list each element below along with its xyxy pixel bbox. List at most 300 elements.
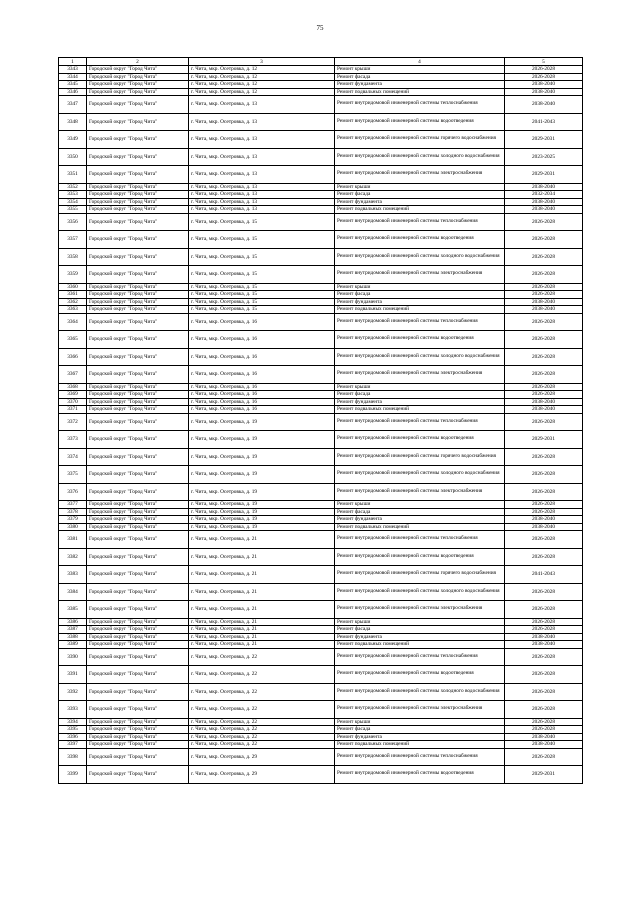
- row-number-cell: 3372: [59, 413, 87, 431]
- address-cell: г. Чита, мкр. Осетровка, д. 16: [189, 366, 335, 384]
- table-row: [59, 666, 583, 684]
- table-row: [59, 516, 583, 524]
- work-type-cell: Ремонт крыши: [335, 618, 505, 626]
- municipality-cell: Городской округ "Город Чита": [87, 548, 189, 566]
- work-type-cell: Ремонт внутридомовой инженерной системы теплоснабжения: [335, 648, 505, 666]
- work-type-cell: Ремонт внутридомовой инженерной системы водоотведения: [335, 548, 505, 566]
- municipality-cell: Городской округ "Город Чита": [87, 618, 189, 626]
- table-row: [59, 183, 583, 191]
- address-cell: г. Чита, мкр. Осетровка, д. 19: [189, 501, 335, 509]
- work-type-cell: Ремонт крыши: [335, 501, 505, 509]
- work-type-cell: Ремонт внутридомовой инженерной системы холодного водоснабжения: [335, 348, 505, 366]
- municipality-cell: Городской округ "Город Чита": [87, 206, 189, 214]
- work-type-cell: Ремонт фасада: [335, 726, 505, 734]
- address-cell: г. Чита, мкр. Осетровка, д. 22: [189, 718, 335, 726]
- row-number-cell: 3398: [59, 748, 87, 766]
- table-row: [59, 618, 583, 626]
- work-type-cell: Ремонт внутридомовой инженерной системы горячего водоснабжения: [335, 448, 505, 466]
- row-number-cell: 3361: [59, 291, 87, 299]
- period-cell: 2023-2025: [505, 148, 583, 166]
- row-number-cell: 3347: [59, 96, 87, 114]
- address-cell: г. Чита, мкр. Осетровка, д. 12: [189, 88, 335, 96]
- row-number-cell: 3384: [59, 583, 87, 601]
- municipality-cell: Городской округ "Город Чита": [87, 331, 189, 349]
- page-number: 75: [316, 24, 324, 32]
- table-row: [59, 701, 583, 719]
- municipality-cell: Городской округ "Город Чита": [87, 648, 189, 666]
- row-number-cell: 3352: [59, 183, 87, 191]
- row-number-cell: 3360: [59, 283, 87, 291]
- row-number-cell: 3366: [59, 348, 87, 366]
- row-number-cell: 3345: [59, 81, 87, 89]
- row-number-cell: 3357: [59, 231, 87, 249]
- row-number-cell: 3353: [59, 191, 87, 199]
- table-row: [59, 248, 583, 266]
- table-row: [59, 766, 583, 784]
- row-number-cell: 3371: [59, 406, 87, 414]
- table-row: [59, 96, 583, 114]
- municipality-cell: Городской округ "Город Чита": [87, 306, 189, 314]
- address-cell: г. Чита, мкр. Осетровка, д. 13: [189, 96, 335, 114]
- table-row: [59, 291, 583, 299]
- table-row: [59, 641, 583, 649]
- period-cell: 2026-2028: [505, 531, 583, 549]
- work-type-cell: Ремонт крыши: [335, 66, 505, 74]
- column-header-1: 1: [59, 58, 87, 66]
- period-cell: 2029-2031: [505, 131, 583, 149]
- address-cell: г. Чита, мкр. Осетровка, д. 22: [189, 683, 335, 701]
- table-row: [59, 283, 583, 291]
- period-cell: 2026-2028: [505, 483, 583, 501]
- table-row: [59, 741, 583, 749]
- municipality-cell: Городской округ "Город Чита": [87, 726, 189, 734]
- table-row: [59, 73, 583, 81]
- address-cell: г. Чита, мкр. Осетровка, д. 29: [189, 766, 335, 784]
- row-number-cell: 3388: [59, 633, 87, 641]
- work-type-cell: Ремонт внутридомовой инженерной системы холодного водоснабжения: [335, 466, 505, 484]
- period-cell: 2038-2040: [505, 183, 583, 191]
- row-number-cell: 3350: [59, 148, 87, 166]
- period-cell: 2026-2028: [505, 683, 583, 701]
- address-cell: г. Чита, мкр. Осетровка, д. 21: [189, 618, 335, 626]
- address-cell: г. Чита, мкр. Осетровка, д. 16: [189, 406, 335, 414]
- row-number-cell: 3385: [59, 601, 87, 619]
- work-type-cell: Ремонт внутридомовой инженерной системы теплоснабжения: [335, 213, 505, 231]
- address-cell: г. Чита, мкр. Осетровка, д. 13: [189, 183, 335, 191]
- table-row: [59, 583, 583, 601]
- row-number-cell: 3370: [59, 398, 87, 406]
- municipality-cell: Городской округ "Город Чита": [87, 366, 189, 384]
- table-row: [59, 266, 583, 284]
- row-number-cell: 3389: [59, 641, 87, 649]
- table-row: [59, 191, 583, 199]
- table-row: [59, 531, 583, 549]
- municipality-cell: Городской округ "Город Чита": [87, 483, 189, 501]
- municipality-cell: Городской округ "Город Чита": [87, 701, 189, 719]
- period-cell: 2026-2028: [505, 266, 583, 284]
- period-cell: 2026-2028: [505, 291, 583, 299]
- period-cell: 2038-2040: [505, 88, 583, 96]
- table-header-row: [59, 58, 583, 66]
- table-row: [59, 166, 583, 184]
- table-row: [59, 198, 583, 206]
- table-row: [59, 366, 583, 384]
- table-row: [59, 81, 583, 89]
- row-number-cell: 3363: [59, 306, 87, 314]
- row-number-cell: 3369: [59, 391, 87, 399]
- row-number-cell: 3343: [59, 66, 87, 74]
- row-number-cell: 3382: [59, 548, 87, 566]
- address-cell: г. Чита, мкр. Осетровка, д. 13: [189, 131, 335, 149]
- municipality-cell: Городской округ "Город Чита": [87, 516, 189, 524]
- work-type-cell: Ремонт крыши: [335, 283, 505, 291]
- table-row: [59, 718, 583, 726]
- address-cell: г. Чита, мкр. Осетровка, д. 15: [189, 291, 335, 299]
- municipality-cell: Городской округ "Город Чита": [87, 391, 189, 399]
- work-type-cell: Ремонт внутридомовой инженерной системы водоотведения: [335, 231, 505, 249]
- table-row: [59, 148, 583, 166]
- municipality-cell: Городской округ "Город Чита": [87, 313, 189, 331]
- period-cell: 2026-2028: [505, 701, 583, 719]
- municipality-cell: Городской округ "Город Чита": [87, 683, 189, 701]
- row-number-cell: 3386: [59, 618, 87, 626]
- row-number-cell: 3349: [59, 131, 87, 149]
- municipality-cell: Городской округ "Город Чита": [87, 266, 189, 284]
- row-number-cell: 3346: [59, 88, 87, 96]
- address-cell: г. Чита, мкр. Осетровка, д. 21: [189, 583, 335, 601]
- address-cell: г. Чита, мкр. Осетровка, д. 21: [189, 531, 335, 549]
- address-cell: г. Чита, мкр. Осетровка, д. 21: [189, 633, 335, 641]
- row-number-cell: 3377: [59, 501, 87, 509]
- column-header-5: 5: [505, 58, 583, 66]
- municipality-cell: Городской округ "Город Чита": [87, 131, 189, 149]
- work-type-cell: Ремонт фундамента: [335, 298, 505, 306]
- work-type-cell: Ремонт фундамента: [335, 198, 505, 206]
- address-cell: г. Чита, мкр. Осетровка, д. 16: [189, 383, 335, 391]
- period-cell: 2026-2028: [505, 391, 583, 399]
- period-cell: 2038-2040: [505, 198, 583, 206]
- municipality-cell: Городской округ "Город Чита": [87, 633, 189, 641]
- work-type-cell: Ремонт внутридомовой инженерной системы холодного водоснабжения: [335, 583, 505, 601]
- period-cell: 2026-2028: [505, 248, 583, 266]
- period-cell: 2026-2028: [505, 726, 583, 734]
- address-cell: г. Чита, мкр. Осетровка, д. 22: [189, 733, 335, 741]
- period-cell: 2026-2028: [505, 601, 583, 619]
- row-number-cell: 3374: [59, 448, 87, 466]
- table-row: [59, 448, 583, 466]
- address-cell: г. Чита, мкр. Осетровка, д. 15: [189, 248, 335, 266]
- work-type-cell: Ремонт внутридомовой инженерной системы электроснабжения: [335, 701, 505, 719]
- row-number-cell: 3394: [59, 718, 87, 726]
- address-cell: г. Чита, мкр. Осетровка, д. 12: [189, 73, 335, 81]
- period-cell: 2038-2040: [505, 206, 583, 214]
- column-header-4: 4: [335, 58, 505, 66]
- table-row: [59, 633, 583, 641]
- period-cell: 2026-2028: [505, 313, 583, 331]
- municipality-cell: Городской округ "Город Чита": [87, 248, 189, 266]
- address-cell: г. Чита, мкр. Осетровка, д. 19: [189, 448, 335, 466]
- table-row: [59, 66, 583, 74]
- municipality-cell: Городской округ "Город Чита": [87, 113, 189, 131]
- period-cell: 2026-2028: [505, 231, 583, 249]
- address-cell: г. Чита, мкр. Осетровка, д. 16: [189, 313, 335, 331]
- table-row: [59, 306, 583, 314]
- municipality-cell: Городской округ "Город Чита": [87, 406, 189, 414]
- table-row: [59, 626, 583, 634]
- row-number-cell: 3367: [59, 366, 87, 384]
- row-number-cell: 3391: [59, 666, 87, 684]
- address-cell: г. Чита, мкр. Осетровка, д. 13: [189, 198, 335, 206]
- address-cell: г. Чита, мкр. Осетровка, д. 19: [189, 413, 335, 431]
- period-cell: 2026-2028: [505, 466, 583, 484]
- table-row: [59, 131, 583, 149]
- row-number-cell: 3359: [59, 266, 87, 284]
- address-cell: г. Чита, мкр. Осетровка, д. 21: [189, 641, 335, 649]
- row-number-cell: 3383: [59, 566, 87, 584]
- column-header-3: 3: [189, 58, 335, 66]
- period-cell: 2026-2028: [505, 283, 583, 291]
- period-cell: 2026-2028: [505, 666, 583, 684]
- row-number-cell: 3390: [59, 648, 87, 666]
- period-cell: 2029-2031: [505, 766, 583, 784]
- municipality-cell: Городской округ "Город Чита": [87, 231, 189, 249]
- work-type-cell: Ремонт крыши: [335, 718, 505, 726]
- work-type-cell: Ремонт крыши: [335, 383, 505, 391]
- row-number-cell: 3373: [59, 431, 87, 449]
- address-cell: г. Чита, мкр. Осетровка, д. 22: [189, 666, 335, 684]
- work-type-cell: Ремонт фундамента: [335, 733, 505, 741]
- work-type-cell: Ремонт внутридомовой инженерной системы водоотведения: [335, 113, 505, 131]
- address-cell: г. Чита, мкр. Осетровка, д. 15: [189, 213, 335, 231]
- address-cell: г. Чита, мкр. Осетровка, д. 16: [189, 348, 335, 366]
- period-cell: 2041-2043: [505, 113, 583, 131]
- period-cell: 2026-2028: [505, 366, 583, 384]
- municipality-cell: Городской округ "Город Чита": [87, 531, 189, 549]
- table-row: [59, 331, 583, 349]
- row-number-cell: 3362: [59, 298, 87, 306]
- row-number-cell: 3381: [59, 531, 87, 549]
- period-cell: 2038-2040: [505, 516, 583, 524]
- work-type-cell: Ремонт внутридомовой инженерной системы водоотведения: [335, 666, 505, 684]
- municipality-cell: Городской округ "Город Чита": [87, 566, 189, 584]
- municipality-cell: Городской округ "Город Чита": [87, 641, 189, 649]
- address-cell: г. Чита, мкр. Осетровка, д. 19: [189, 466, 335, 484]
- address-cell: г. Чита, мкр. Осетровка, д. 15: [189, 266, 335, 284]
- work-type-cell: Ремонт фасада: [335, 291, 505, 299]
- period-cell: 2026-2028: [505, 618, 583, 626]
- table-row: [59, 548, 583, 566]
- address-cell: г. Чита, мкр. Осетровка, д. 21: [189, 601, 335, 619]
- work-type-cell: Ремонт внутридомовой инженерной системы горячего водоснабжения: [335, 566, 505, 584]
- period-cell: 2026-2028: [505, 383, 583, 391]
- row-number-cell: 3364: [59, 313, 87, 331]
- address-cell: г. Чита, мкр. Осетровка, д. 21: [189, 548, 335, 566]
- period-cell: 2029-2031: [505, 431, 583, 449]
- municipality-cell: Городской округ "Город Чита": [87, 733, 189, 741]
- row-number-cell: 3348: [59, 113, 87, 131]
- work-type-cell: Ремонт подвальных помещений: [335, 406, 505, 414]
- table-row: [59, 508, 583, 516]
- period-cell: 2026-2028: [505, 213, 583, 231]
- work-type-cell: Ремонт подвальных помещений: [335, 206, 505, 214]
- work-type-cell: Ремонт внутридомовой инженерной системы теплоснабжения: [335, 748, 505, 766]
- address-cell: г. Чита, мкр. Осетровка, д. 19: [189, 523, 335, 531]
- municipality-cell: Городской округ "Город Чита": [87, 626, 189, 634]
- work-type-cell: Ремонт внутридомовой инженерной системы водоотведения: [335, 431, 505, 449]
- work-type-cell: Ремонт внутридомовой инженерной системы теплоснабжения: [335, 96, 505, 114]
- municipality-cell: Городской округ "Город Чита": [87, 348, 189, 366]
- row-number-cell: 3397: [59, 741, 87, 749]
- period-cell: 2038-2040: [505, 306, 583, 314]
- table-row: [59, 466, 583, 484]
- address-cell: г. Чита, мкр. Осетровка, д. 15: [189, 306, 335, 314]
- table-row: [59, 431, 583, 449]
- work-type-cell: Ремонт внутридомовой инженерной системы электроснабжения: [335, 483, 505, 501]
- work-type-cell: Ремонт внутридомовой инженерной системы электроснабжения: [335, 266, 505, 284]
- municipality-cell: Городской округ "Город Чита": [87, 298, 189, 306]
- work-type-cell: Ремонт фасада: [335, 508, 505, 516]
- work-type-cell: Ремонт внутридомовой инженерной системы электроснабжения: [335, 601, 505, 619]
- municipality-cell: Городской округ "Город Чита": [87, 448, 189, 466]
- address-cell: г. Чита, мкр. Осетровка, д. 19: [189, 516, 335, 524]
- work-type-cell: Ремонт крыши: [335, 183, 505, 191]
- municipality-cell: Городской округ "Город Чита": [87, 748, 189, 766]
- address-cell: г. Чита, мкр. Осетровка, д. 13: [189, 191, 335, 199]
- table-row: [59, 648, 583, 666]
- table-row: [59, 348, 583, 366]
- table-row: [59, 406, 583, 414]
- address-cell: г. Чита, мкр. Осетровка, д. 12: [189, 66, 335, 74]
- table-row: [59, 113, 583, 131]
- table-row: [59, 483, 583, 501]
- period-cell: 2026-2028: [505, 501, 583, 509]
- address-cell: г. Чита, мкр. Осетровка, д. 16: [189, 398, 335, 406]
- municipality-cell: Городской округ "Город Чита": [87, 508, 189, 516]
- table-row: [59, 298, 583, 306]
- row-number-cell: 3365: [59, 331, 87, 349]
- row-number-cell: 3393: [59, 701, 87, 719]
- work-type-cell: Ремонт внутридомовой инженерной системы горячего водоснабжения: [335, 131, 505, 149]
- municipality-cell: Городской округ "Город Чита": [87, 666, 189, 684]
- municipality-cell: Городской округ "Город Чита": [87, 523, 189, 531]
- work-type-cell: Ремонт подвальных помещений: [335, 523, 505, 531]
- work-type-cell: Ремонт фасада: [335, 73, 505, 81]
- municipality-cell: Городской округ "Город Чита": [87, 166, 189, 184]
- column-header-2: 2: [87, 58, 189, 66]
- work-type-cell: Ремонт внутридомовой инженерной системы холодного водоснабжения: [335, 683, 505, 701]
- work-type-cell: Ремонт подвальных помещений: [335, 641, 505, 649]
- table-row: [59, 213, 583, 231]
- municipality-cell: Городской округ "Город Чита": [87, 431, 189, 449]
- work-type-cell: Ремонт фундамента: [335, 633, 505, 641]
- municipality-cell: Городской округ "Город Чита": [87, 583, 189, 601]
- work-type-cell: Ремонт внутридомовой инженерной системы водоотведения: [335, 331, 505, 349]
- period-cell: 2026-2028: [505, 73, 583, 81]
- period-cell: 2038-2040: [505, 641, 583, 649]
- work-type-cell: Ремонт внутридомовой инженерной системы электроснабжения: [335, 166, 505, 184]
- period-cell: 2026-2028: [505, 748, 583, 766]
- period-cell: 2026-2028: [505, 626, 583, 634]
- row-number-cell: 3395: [59, 726, 87, 734]
- municipality-cell: Городской округ "Город Чита": [87, 88, 189, 96]
- municipality-cell: Городской округ "Город Чита": [87, 501, 189, 509]
- municipality-cell: Городской округ "Город Чита": [87, 191, 189, 199]
- period-cell: 2038-2040: [505, 398, 583, 406]
- row-number-cell: 3355: [59, 206, 87, 214]
- period-cell: 2026-2028: [505, 583, 583, 601]
- work-type-cell: Ремонт фундамента: [335, 398, 505, 406]
- municipality-cell: Городской округ "Город Чита": [87, 466, 189, 484]
- address-cell: г. Чита, мкр. Осетровка, д. 21: [189, 626, 335, 634]
- row-number-cell: 3379: [59, 516, 87, 524]
- table-body: [59, 66, 583, 784]
- row-number-cell: 3344: [59, 73, 87, 81]
- work-type-cell: Ремонт подвальных помещений: [335, 88, 505, 96]
- table-row: [59, 566, 583, 584]
- capital-repair-table: [58, 57, 583, 784]
- table-row: [59, 206, 583, 214]
- address-cell: г. Чита, мкр. Осетровка, д. 29: [189, 748, 335, 766]
- work-type-cell: Ремонт фундамента: [335, 81, 505, 89]
- municipality-cell: Городской округ "Город Чита": [87, 718, 189, 726]
- work-type-cell: Ремонт фундамента: [335, 516, 505, 524]
- work-type-cell: Ремонт внутридомовой инженерной системы водоотведения: [335, 766, 505, 784]
- work-type-cell: Ремонт внутридомовой инженерной системы теплоснабжения: [335, 313, 505, 331]
- municipality-cell: Городской округ "Город Чита": [87, 413, 189, 431]
- address-cell: г. Чита, мкр. Осетровка, д. 22: [189, 701, 335, 719]
- period-cell: 2026-2028: [505, 448, 583, 466]
- work-type-cell: Ремонт внутридомовой инженерной системы холодного водоснабжения: [335, 248, 505, 266]
- period-cell: 2038-2040: [505, 406, 583, 414]
- table-row: [59, 391, 583, 399]
- municipality-cell: Городской округ "Город Чита": [87, 73, 189, 81]
- table-row: [59, 523, 583, 531]
- work-type-cell: Ремонт внутридомовой инженерной системы электроснабжения: [335, 366, 505, 384]
- table-row: [59, 413, 583, 431]
- municipality-cell: Городской округ "Город Чита": [87, 398, 189, 406]
- table-row: [59, 231, 583, 249]
- period-cell: 2026-2028: [505, 331, 583, 349]
- period-cell: 2038-2040: [505, 633, 583, 641]
- row-number-cell: 3351: [59, 166, 87, 184]
- row-number-cell: 3378: [59, 508, 87, 516]
- period-cell: 2026-2028: [505, 548, 583, 566]
- work-type-cell: Ремонт фасада: [335, 626, 505, 634]
- period-cell: 2038-2040: [505, 733, 583, 741]
- table-row: [59, 733, 583, 741]
- row-number-cell: 3375: [59, 466, 87, 484]
- address-cell: г. Чита, мкр. Осетровка, д. 16: [189, 391, 335, 399]
- address-cell: г. Чита, мкр. Осетровка, д. 19: [189, 483, 335, 501]
- work-type-cell: Ремонт внутридомовой инженерной системы теплоснабжения: [335, 413, 505, 431]
- municipality-cell: Городской округ "Город Чита": [87, 198, 189, 206]
- row-number-cell: 3358: [59, 248, 87, 266]
- municipality-cell: Городской округ "Город Чита": [87, 741, 189, 749]
- row-number-cell: 3380: [59, 523, 87, 531]
- table-row: [59, 501, 583, 509]
- municipality-cell: Городской округ "Город Чита": [87, 148, 189, 166]
- address-cell: г. Чита, мкр. Осетровка, д. 12: [189, 81, 335, 89]
- address-cell: г. Чита, мкр. Осетровка, д. 21: [189, 566, 335, 584]
- period-cell: 2026-2028: [505, 348, 583, 366]
- address-cell: г. Чита, мкр. Осетровка, д. 13: [189, 148, 335, 166]
- work-type-cell: Ремонт фасада: [335, 191, 505, 199]
- address-cell: г. Чита, мкр. Осетровка, д. 16: [189, 331, 335, 349]
- municipality-cell: Городской округ "Город Чита": [87, 66, 189, 74]
- row-number-cell: 3392: [59, 683, 87, 701]
- table-row: [59, 88, 583, 96]
- work-type-cell: Ремонт внутридомовой инженерной системы холодного водоснабжения: [335, 148, 505, 166]
